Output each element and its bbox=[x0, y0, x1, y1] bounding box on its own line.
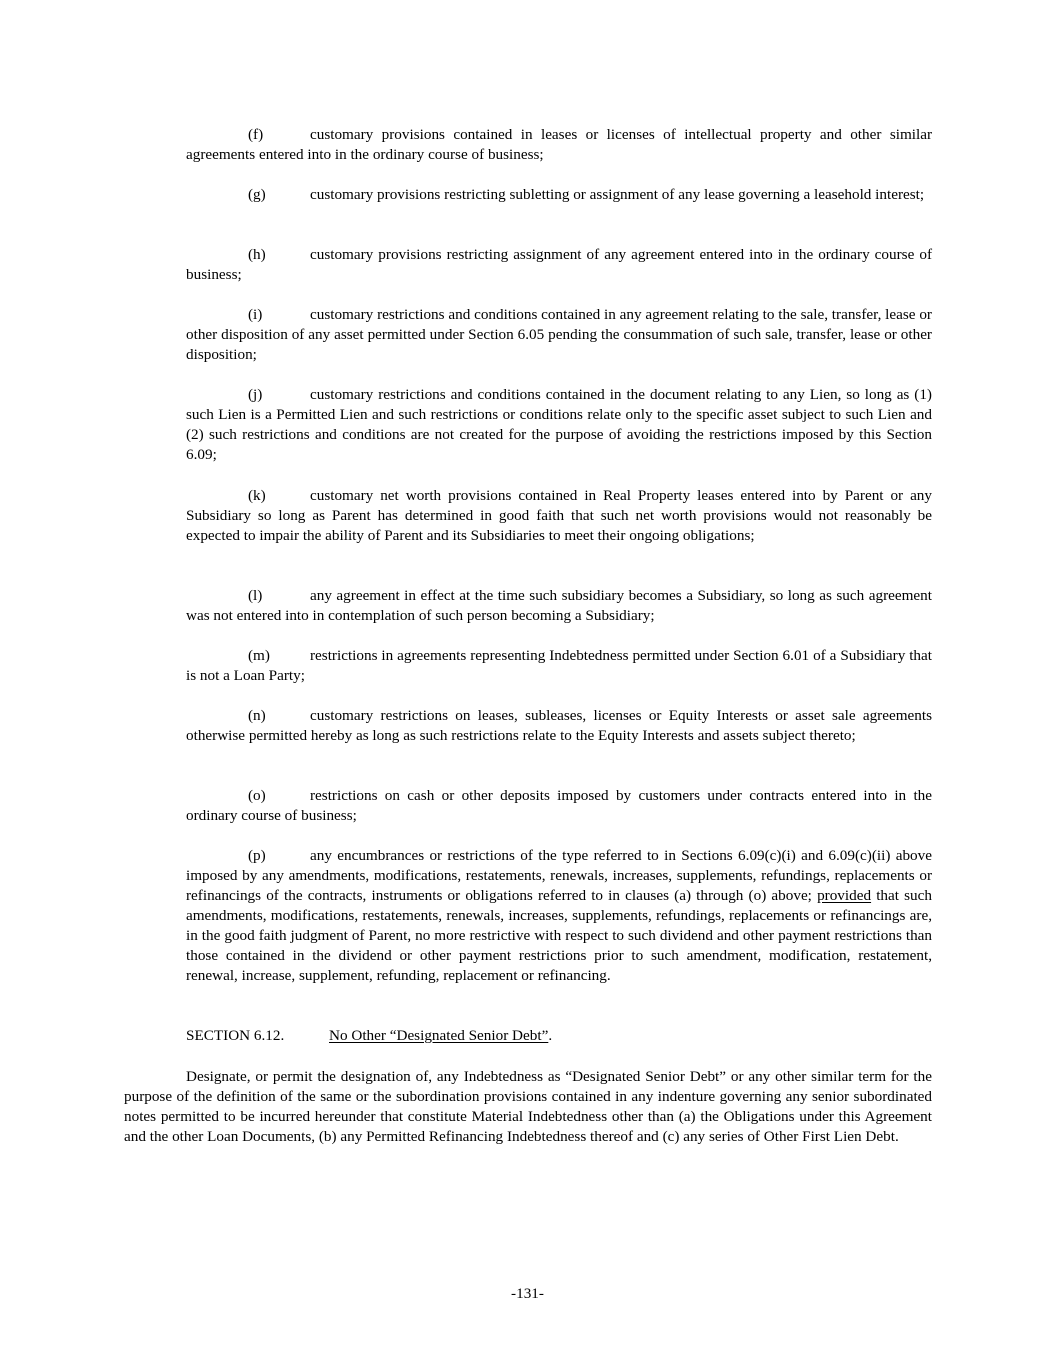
clause-label: (g) bbox=[248, 186, 266, 203]
clause-label: (p) bbox=[248, 847, 266, 864]
clause-text: customary restrictions and conditions contained in any agreement relating to the sale, transfer, lease or other disposition of any asset permitted under Section 6.05 pending the consummation of such sale, transfer, lease or other disposition; bbox=[186, 306, 932, 363]
clause-label: (f) bbox=[248, 126, 264, 143]
clause-i bbox=[186, 305, 932, 365]
clause-label: (l) bbox=[248, 587, 263, 604]
page-number: -131- bbox=[511, 1285, 544, 1302]
section-body: Designate, or permit the designation of, any Indebtedness as “Designated Senior Debt” or any other similar term for the purpose of the definition of the same or the subordination provisions contained in any indenture governing any senior subordinated notes permitted to be incurred hereunder that constitute Material Indebtedness other than (a) the Obligations under this Agreement and the other Loan Documents, (b) any Permitted Refinancing Indebtedness thereof and (c) any series of Other First Lien Debt. bbox=[124, 1068, 932, 1145]
clause-text: customary net worth provisions contained in Real Property leases entered into by Parent or any Subsidiary so long as Parent has determined in good faith that such net worth provisions would not reasonably be expected to impair the ability of Parent and its Subsidiaries to meet their ongoing obligations; bbox=[186, 487, 932, 544]
clause-text: customary provisions restricting assignment of any agreement entered into in the ordinary course of business; bbox=[186, 246, 932, 283]
clause-text: customary provisions restricting subletting or assignment of any lease governing a leasehold interest; bbox=[310, 186, 925, 203]
clause-label: (k) bbox=[248, 487, 266, 504]
clause-label: (h) bbox=[248, 246, 266, 263]
clause-n bbox=[186, 706, 932, 746]
clause-text: customary restrictions and conditions contained in the document relating to any Lien, so long as (1) such Lien is a Permitted Lien and such restrictions or conditions relate only to the specific asset subject to such Lien and (2) such restrictions and conditions are not created for the purpose of avoiding the restrictions imposed by this Section 6.09; bbox=[186, 386, 932, 463]
clause-j bbox=[186, 385, 932, 465]
clause-text: customary restrictions on leases, subleases, licenses or Equity Interests or asset sale agreements otherwise permitted hereby as long as such restrictions relate to the Equity Interests and assets subject thereto; bbox=[186, 707, 932, 744]
clause-label: (j) bbox=[248, 386, 263, 403]
section-heading bbox=[186, 1026, 932, 1046]
clause-text: any encumbrances or restrictions of the type referred to in Sections 6.09(c)(i) and 6.09(c)(ii) above imposed by any amendments, modifications, restatements, renewals, increases, supplements, refundings, replacements or refinancings of the contracts, instruments or obligations referred to in clauses (a) through (o) above; bbox=[186, 847, 932, 904]
provided-term: provided bbox=[817, 887, 872, 904]
clause-g bbox=[186, 185, 932, 205]
clause-f bbox=[186, 125, 932, 165]
clause-text: customary provisions contained in leases or licenses of intellectual property and other similar agreements entered into in the ordinary course of business; bbox=[186, 126, 932, 163]
clause-label: (m) bbox=[248, 647, 270, 664]
clause-o bbox=[186, 786, 932, 826]
clause-k bbox=[186, 486, 932, 546]
clause-text: that such amendments, modifications, restatements, renewals, increases, supplements, refundings, replacements or refinancings are, in the good faith judgment of Parent, no more restrictive with respect to such dividend and other payment restrictions than those contained in the dividend or other payment restrictions prior to such amendment, modification, restatement, renewal, increase, supplement, refunding, replacement or refinancing. bbox=[186, 887, 932, 984]
clause-label: (n) bbox=[248, 707, 266, 724]
clause-label: (o) bbox=[248, 787, 266, 804]
section-title: No Other “Designated Senior Debt” bbox=[329, 1027, 549, 1044]
clause-m bbox=[186, 646, 932, 686]
clause-label: (i) bbox=[248, 306, 263, 323]
clause-l bbox=[186, 586, 932, 626]
section-number: SECTION 6.12. bbox=[186, 1027, 285, 1044]
section-title-end: . bbox=[548, 1027, 553, 1044]
clause-text: any agreement in effect at the time such subsidiary becomes a Subsidiary, so long as such agreement was not entered into in contemplation of such person becoming a Subsidiary; bbox=[186, 587, 932, 624]
clause-p bbox=[186, 846, 932, 986]
clause-h bbox=[186, 245, 932, 285]
clause-text: restrictions on cash or other deposits imposed by customers under contracts entered into in the ordinary course of business; bbox=[186, 787, 932, 824]
clause-text: restrictions in agreements representing Indebtedness permitted under Section 6.01 of a Subsidiary that is not a Loan Party; bbox=[186, 647, 932, 684]
